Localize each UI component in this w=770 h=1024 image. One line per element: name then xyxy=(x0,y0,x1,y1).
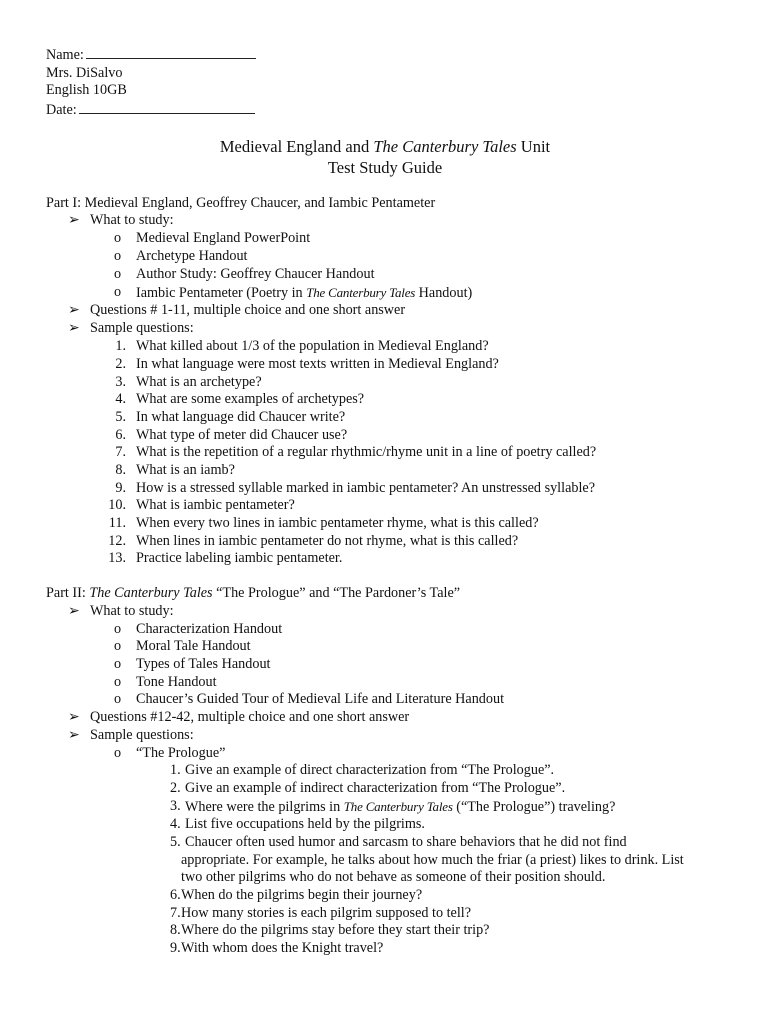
question-number: 6. xyxy=(115,427,126,443)
name-line xyxy=(46,45,256,65)
part2-study-item: Moral Tale Handout xyxy=(136,638,251,654)
circle-bullet-icon: o xyxy=(114,248,122,264)
part1-question: What are some examples of archetypes? xyxy=(136,391,365,407)
question-number: 8. xyxy=(115,462,126,478)
part1-what-to-study: What to study: xyxy=(90,212,174,228)
title-line-2: Test Study Guide xyxy=(327,158,443,177)
circle-bullet-icon: o xyxy=(114,284,122,300)
date-blank xyxy=(79,100,255,114)
part2-study-item: Chaucer’s Guided Tour of Medieval Life and Literature Handout xyxy=(136,691,505,707)
date-line xyxy=(46,100,256,120)
part1-question: What type of meter did Chaucer use? xyxy=(136,427,348,443)
arrow-bullet-icon: ➢ xyxy=(68,212,80,228)
part2-study-item: Tone Handout xyxy=(136,674,217,690)
prologue-question: Where do the pilgrims stay before they start their trip? xyxy=(181,922,490,938)
prologue-question xyxy=(185,798,615,817)
part2-heading xyxy=(46,585,460,603)
circle-bullet-icon: o xyxy=(114,638,122,654)
part2-study-item: Characterization Handout xyxy=(136,621,283,637)
part2-sample-label: Sample questions: xyxy=(90,727,194,743)
title-line-1 xyxy=(0,136,770,157)
part1-question: When lines in iambic pentameter do not rhyme, what is this called? xyxy=(136,533,519,549)
question-number: 13. xyxy=(108,550,126,566)
circle-bullet-icon: o xyxy=(114,656,122,672)
question-number: 12. xyxy=(108,533,126,549)
arrow-bullet-icon: ➢ xyxy=(68,302,80,318)
title-italic: The Canterbury Tales xyxy=(373,137,517,156)
question-number: 6. xyxy=(170,887,181,903)
question-number: 7. xyxy=(115,444,126,460)
circle-bullet-icon: o xyxy=(114,621,122,637)
prologue-question-cont: two other pilgrims who do not behave as someone of their position should. xyxy=(181,869,606,885)
arrow-bullet-icon: ➢ xyxy=(68,727,80,743)
circle-bullet-icon: o xyxy=(114,266,122,282)
circle-bullet-icon: o xyxy=(114,745,122,761)
study-item-text: Iambic Pentameter (Poetry in xyxy=(136,285,307,301)
teacher-name: Mrs. DiSalvo xyxy=(46,64,123,81)
prologue-question: Give an example of direct characterization from “The Prologue”. xyxy=(185,762,555,778)
question-number: 5. xyxy=(170,834,181,850)
part1-study-item: Archetype Handout xyxy=(136,248,248,264)
part1-question: What killed about 1/3 of the population in Medieval England? xyxy=(136,338,489,354)
circle-bullet-icon: o xyxy=(114,674,122,690)
part1-question: In what language were most texts written in Medieval England? xyxy=(136,356,499,372)
part1-question: What is an iamb? xyxy=(136,462,235,478)
question-italic: The Canterbury Tales xyxy=(343,799,453,814)
question-number: 3. xyxy=(115,374,126,390)
prologue-question: How many stories is each pilgrim supposed to tell? xyxy=(181,905,472,921)
part1-sample-label: Sample questions: xyxy=(90,320,194,336)
part1-question: How is a stressed syllable marked in iambic pentameter? An unstressed syllable? xyxy=(136,480,595,496)
study-item-text-end: Handout) xyxy=(415,285,473,301)
class-name: English 10GB xyxy=(46,82,127,99)
student-header xyxy=(46,45,256,119)
part2-heading-text: Part II: xyxy=(46,585,90,601)
question-number: 1. xyxy=(170,762,181,778)
part1-study-item: Medieval England PowerPoint xyxy=(136,230,311,246)
question-number: 9. xyxy=(170,940,181,956)
part2-study-item: Types of Tales Handout xyxy=(136,656,271,672)
arrow-bullet-icon: ➢ xyxy=(68,709,80,725)
question-number: 9. xyxy=(115,480,126,496)
arrow-bullet-icon: ➢ xyxy=(68,320,80,336)
title-text-end: Unit xyxy=(516,137,551,156)
question-text-end: (“The Prologue”) traveling? xyxy=(452,799,616,815)
part1-question: What is the repetition of a regular rhythmic/rhyme unit in a line of poetry called? xyxy=(136,444,597,460)
circle-bullet-icon: o xyxy=(114,691,122,707)
question-number: 4. xyxy=(115,391,126,407)
question-number: 2. xyxy=(170,780,181,796)
part1-study-item xyxy=(136,284,472,303)
prologue-question: When do the pilgrims begin their journey? xyxy=(181,887,423,903)
name-blank xyxy=(86,45,256,59)
part1-question: What is iambic pentameter? xyxy=(136,497,295,513)
part1-question: What is an archetype? xyxy=(136,374,262,390)
prologue-label: “The Prologue” xyxy=(136,745,226,761)
question-number: 1. xyxy=(115,338,126,354)
prologue-question: Give an example of indirect characterization from “The Prologue”. xyxy=(185,780,566,796)
question-number: 7. xyxy=(170,905,181,921)
part1-question: In what language did Chaucer write? xyxy=(136,409,346,425)
prologue-question: List five occupations held by the pilgrims. xyxy=(185,816,425,832)
question-number: 10. xyxy=(108,497,126,513)
prologue-question-cont: appropriate. For example, he talks about how much the friar (a priest) likes to drink. List xyxy=(181,852,684,868)
question-number: 11. xyxy=(108,515,126,531)
part2-heading-italic: The Canterbury Tales xyxy=(89,585,213,601)
arrow-bullet-icon: ➢ xyxy=(68,603,80,619)
name-label: Name: xyxy=(46,47,84,63)
part1-questions-info: Questions # 1-11, multiple choice and one short answer xyxy=(90,302,406,318)
question-number: 3. xyxy=(170,798,181,814)
part2-questions-info: Questions #12-42, multiple choice and one short answer xyxy=(90,709,410,725)
question-number: 2. xyxy=(115,356,126,372)
circle-bullet-icon: o xyxy=(114,230,122,246)
part1-study-item: Author Study: Geoffrey Chaucer Handout xyxy=(136,266,375,282)
part2-heading-text-end: “The Prologue” and “The Pardoner’s Tale” xyxy=(212,585,461,601)
question-number: 8. xyxy=(170,922,181,938)
study-item-italic: The Canterbury Tales xyxy=(306,285,416,300)
part1-heading: Part I: Medieval England, Geoffrey Chaucer, and Iambic Pentameter xyxy=(46,195,436,211)
question-text: Where were the pilgrims in xyxy=(185,799,344,815)
question-number: 4. xyxy=(170,816,181,832)
date-label: Date: xyxy=(46,101,77,118)
page-title xyxy=(0,136,770,178)
question-number: 5. xyxy=(115,409,126,425)
part2-what-to-study: What to study: xyxy=(90,603,174,619)
part1-question: When every two lines in iambic pentameter rhyme, what is this called? xyxy=(136,515,539,531)
prologue-question: Chaucer often used humor and sarcasm to share behaviors that he did not find xyxy=(185,834,627,850)
title-text: Medieval England and xyxy=(219,137,374,156)
part1-question: Practice labeling iambic pentameter. xyxy=(136,550,343,566)
prologue-question: With whom does the Knight travel? xyxy=(181,940,384,956)
